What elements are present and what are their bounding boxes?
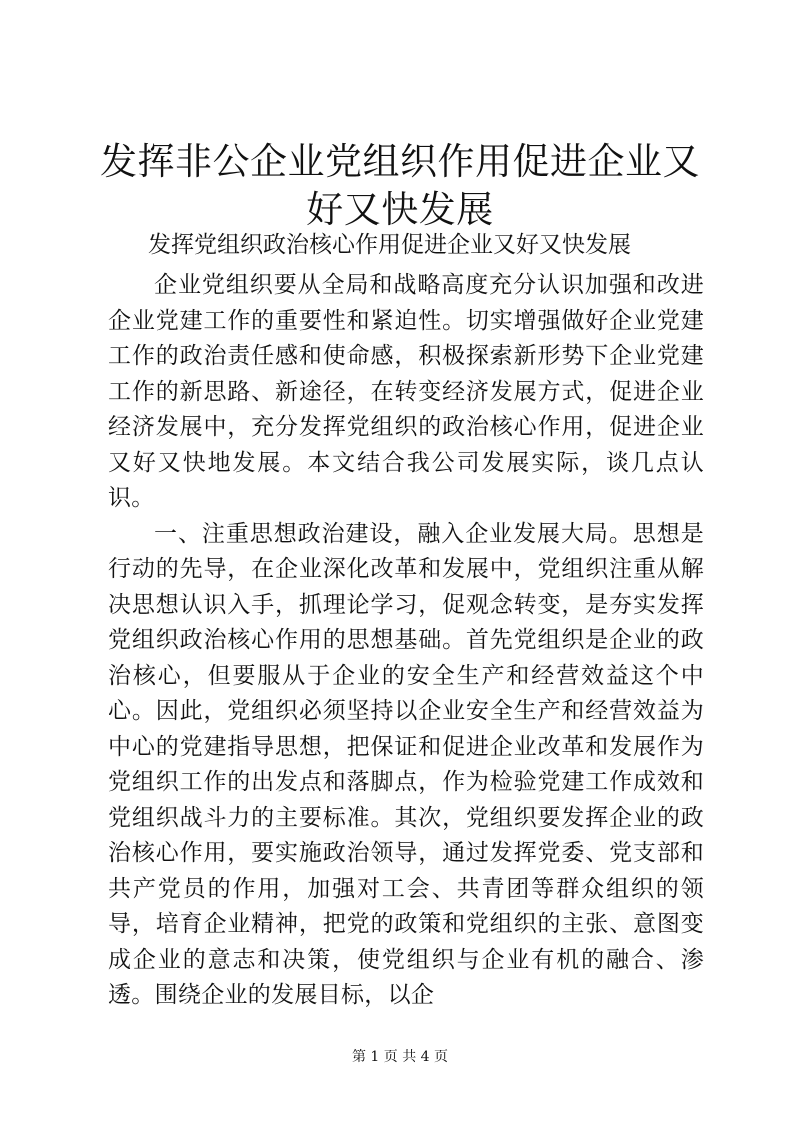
document-title: 发挥非公企业党组织作用促进企业又好又快发展: [100, 140, 700, 231]
page-footer: 第 1 页 共 4 页: [351, 1049, 449, 1065]
paragraph-2: 一、注重思想政治建设，融入企业发展大局。思想是行动的先导，在企业深化改革和发展中，党组织注重从解决思想认识入手，抓理论学习，促观念转变，是夯实发挥党组织政治核心作用的思想基础。首先党组织是企业的政治核心，但要服从于企业的安全生产和经营效益这个中心。因此，党组织必须坚持以企业安全生产和经营效益为中心的党建指导思想，把保证和促进企业改革和发展作为党组织工作的出发点和落脚点，作为检验党建工作成效和党组织战斗力的主要标准。其次，党组织要发挥企业的政治核心作用，要实施政治领导，通过发挥党委、党支部和共产党员的作用，加强对工会、共青团等群众组织的领导，培育企业精神，把党的政策和党组织的主张、意图变成企业的意志和决策，使党组织与企业有机的融合、渗透。围绕企业的发展目标，以企: [108, 520, 704, 1008]
paragraph-1: 企业党组织要从全局和战略高度充分认识加强和改进企业党建工作的重要性和紧迫性。切实增强做好企业党建工作的政治责任感和使命感，积极探索新形势下企业党建工作的新思路、新途径，在转变经济发展方式，促进企业经济发展中，充分发挥党组织的政治核心作用，促进企业又好又快地发展。本文结合我公司发展实际，谈几点认识。: [108, 272, 704, 511]
document-body: [108, 268, 704, 1014]
document-subtitle: 发挥党组织政治核心作用促进企业又好又快发展: [148, 232, 631, 258]
